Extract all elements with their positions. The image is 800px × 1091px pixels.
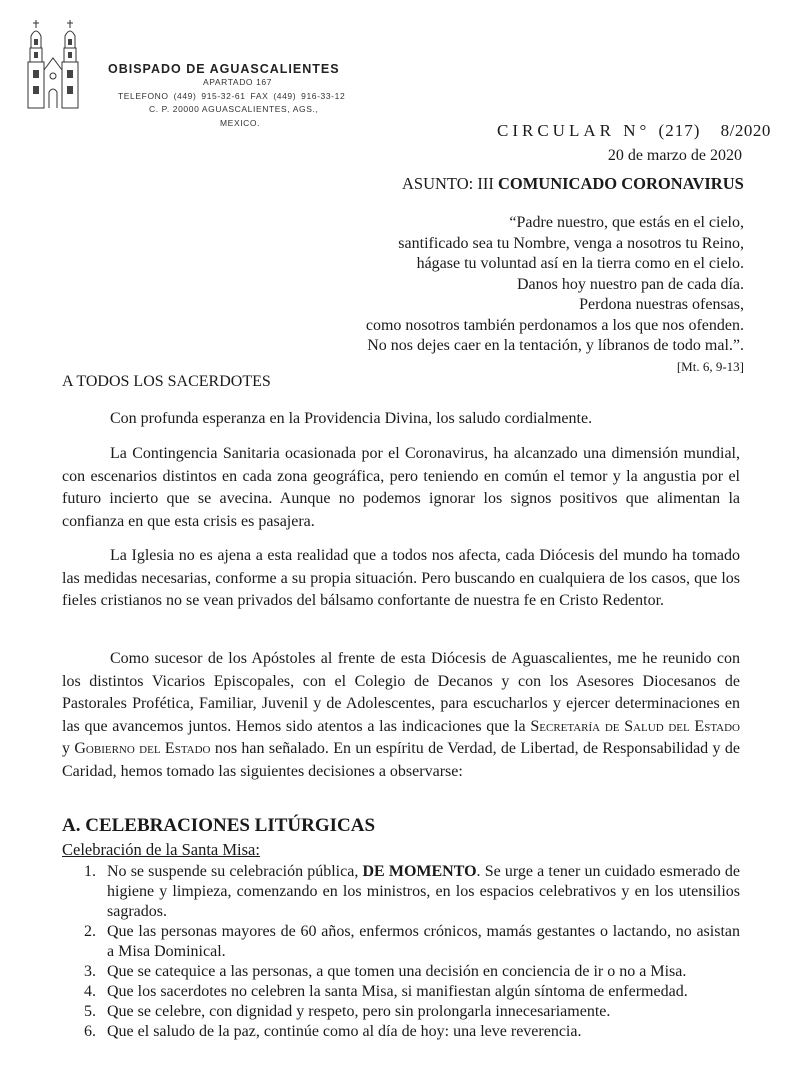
- list-number: 3.: [84, 963, 96, 980]
- list-number: 2.: [84, 923, 96, 940]
- list-item: [84, 922, 740, 962]
- list-item: [84, 962, 740, 982]
- prayer-quote: [366, 213, 744, 375]
- paragraph-church: [62, 545, 740, 613]
- salutation: A TODOS LOS SACERDOTES: [62, 373, 271, 390]
- subject-title: COMUNICADO CORONAVIRUS: [497, 174, 744, 193]
- section-a-subheading: Celebración de la Santa Misa:: [62, 840, 260, 859]
- letterhead-apartado: APARTADO 167: [203, 77, 273, 87]
- mass-guidelines-list: [84, 862, 740, 1042]
- list-number: 5.: [84, 1003, 96, 1020]
- prayer-line: “Padre nuestro, que estás en el cielo,: [509, 214, 744, 231]
- subject-label: ASUNTO:: [402, 174, 474, 193]
- prayer-line: santificado sea tu Nombre, venga a nosotros tu Reino,: [398, 234, 744, 252]
- circular-label: CIRCULAR N°: [497, 121, 651, 140]
- list-item: [84, 862, 740, 922]
- list-text: Que se celebre, con dignidad y respeto, pero sin prolongarla innecesariamente.: [107, 1003, 611, 1020]
- paragraph-segment: y: [62, 740, 75, 757]
- list-number: 4.: [84, 983, 96, 1000]
- document-date: 20 de marzo de 2020: [607, 147, 742, 164]
- prayer-line: hágase tu voluntad así en la tierra como en el cielo.: [416, 255, 744, 272]
- secretaria-salud-name: Secretaría de Salud del Estado: [530, 717, 740, 735]
- list-text: Que las personas mayores de 60 años, enfermos crónicos, mamás gestantes o lactando, no asistan a Misa Dominical.: [107, 923, 740, 960]
- letterhead-address: C. P. 20000 AGUASCALIENTES, AGS.,: [149, 104, 319, 114]
- letterhead-org-name: OBISPADO DE AGUASCALIENTES: [108, 62, 340, 76]
- subject-line: [402, 174, 744, 194]
- letterhead-country: MEXICO.: [220, 118, 261, 128]
- list-item: [84, 1002, 740, 1022]
- circular-year: 8/2020: [720, 121, 771, 140]
- paragraph-text: Con profunda esperanza en la Providencia Divina, los saludo cordialmente.: [110, 410, 593, 427]
- paragraph-contingency: [62, 443, 740, 533]
- list-text: No se suspende su celebración pública,: [107, 863, 363, 880]
- section-a-heading: A. CELEBRACIONES LITÚRGICAS: [62, 815, 376, 836]
- paragraph-text: La Contingencia Sanitaria ocasionada por el Coronavirus, ha alcanzado una dimensión mundial, con escenarios distintos en cada zona geográfica, pero teniendo en común el temor y la angustia por el futuro incierto que se avecina. Aunque no podemos ignorar los signos positivos que alimentan la confianza en que esta crisis es pasajera.: [62, 445, 740, 530]
- cathedral-logo-icon: [22, 18, 84, 110]
- list-emphasis: DE MOMENTO: [362, 863, 477, 880]
- paragraph-decisions: [62, 648, 740, 783]
- list-number: 6.: [84, 1023, 96, 1040]
- list-text: Que el saludo de la paz, continúe como al día de hoy: una leve reverencia.: [107, 1023, 582, 1040]
- paragraph-text: La Iglesia no es ajena a esta realidad que a todos nos afecta, cada Diócesis del mundo ha tomado las medidas necesarias, conforme a su propia situación. Pero buscando en cualquiera de los casos, que los fieles cristianos no se vean privados del bálsamo confortante de nuestra fe en Cristo Redentor.: [62, 547, 740, 609]
- paragraph-segment: Como sucesor de los Apóstoles al frente de esta Diócesis de Aguascalientes, me he reunido con los distintos Vicarios Episcopales, con el Colegio de Decanos y con los Asesores Diocesanos de Pastorales Profética, Familiar, Juvenil y de Adolescentes, para escucharlos y ejercer determinaciones en las que avancemos juntos. Hemos sido atentos a las indicaciones que la: [62, 650, 740, 735]
- gobierno-estado-name: Gobierno del Estado: [74, 740, 211, 757]
- paragraph-greeting: [62, 408, 740, 431]
- letterhead-phones: TELEFONO (449) 915-32-61 FAX (449) 916-33-12: [118, 91, 346, 101]
- paragraph-text: [62, 648, 740, 783]
- list-item: [84, 982, 740, 1002]
- prayer-reference: [Mt. 6, 9-13]: [676, 358, 744, 374]
- list-text: Que se catequice a las personas, a que tomen una decisión en conciencia de ir o no a Misa.: [107, 963, 687, 980]
- prayer-line: Danos hoy nuestro pan de cada día.: [516, 275, 744, 293]
- circular-number: (217): [658, 121, 701, 140]
- prayer-line: como nosotros también perdonamos a los que nos ofenden.: [365, 316, 744, 334]
- circular-line: [497, 121, 771, 141]
- prayer-line: No nos dejes caer en la tentación, y líbranos de todo mal.”.: [367, 337, 744, 354]
- list-text: Que los sacerdotes no celebren la santa Misa, si manifiestan algún síntoma de enfermedad.: [107, 983, 688, 1000]
- subject-prefix: III: [477, 174, 494, 193]
- prayer-line: Perdona nuestras ofensas,: [579, 296, 744, 313]
- paragraph-segment: nos han señalado. En un espíritu de Verdad, de Libertad, de Responsabilidad y de Caridad, hemos tomado las siguientes decisiones a observarse:: [62, 740, 741, 780]
- list-text: . Se urge a tener un cuidado esmerado de higiene y limpieza, comenzando en los ministros, en los espacios celebrativos y en los utensilios sagrados.: [107, 863, 740, 920]
- list-item: [84, 1022, 740, 1042]
- list-number: 1.: [84, 863, 96, 880]
